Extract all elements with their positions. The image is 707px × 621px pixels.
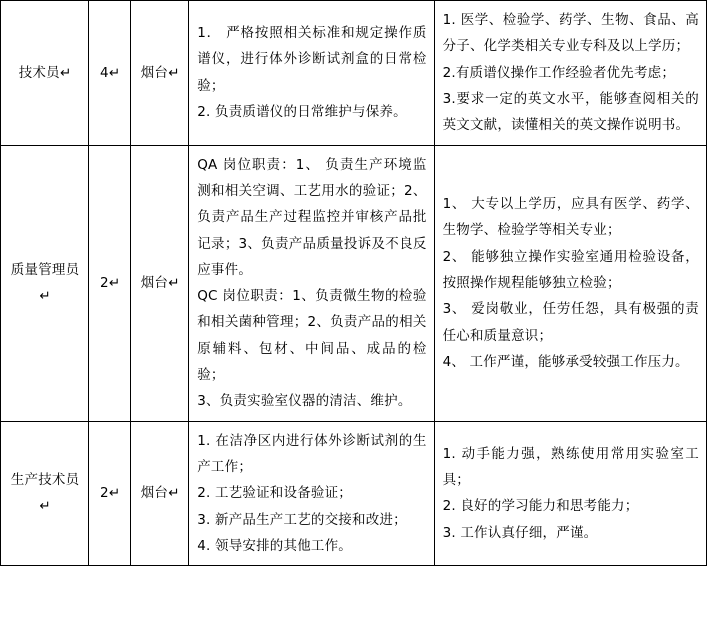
- cell-post: 技术员↵: [1, 1, 89, 146]
- cell-requirements: [434, 421, 706, 566]
- duty-line: 1． 严格按照相关标准和规定操作质谱仪，进行体外诊断试剂盒的日常检验；: [197, 25, 427, 94]
- duty-line: 1. 在洁净区内进行体外诊断试剂的生产工作；: [197, 432, 427, 475]
- requirement-line: 3、 爱岗敬业，任劳任怨，具有极强的责任心和质量意识；: [442, 301, 699, 344]
- cell-duties: [189, 1, 434, 146]
- cell-place: 烟台↵: [131, 421, 189, 566]
- table-row: [1, 1, 707, 146]
- cell-duties: [189, 145, 434, 421]
- cell-post: 质量管理员↵: [1, 145, 89, 421]
- table-row: [1, 145, 707, 421]
- requirement-line: 1、 大专以上学历，应具有医学、药学、生物学、检验学等相关专业；: [442, 196, 699, 239]
- requirement-line: 4、 工作严谨，能够承受较强工作压力。: [442, 353, 689, 370]
- cell-count: 4↵: [89, 1, 131, 146]
- requirement-line: 2、 能够独立操作实验室通用检验设备，按照操作规程能够独立检验；: [442, 248, 699, 291]
- duty-line: 3. 新产品生产工艺的交接和改进；: [197, 511, 407, 528]
- requirement-line: 2.有质谱仪操作工作经验者优先考虑；: [442, 64, 676, 81]
- duty-line: QA 岗位职责：1、 负责生产环境监测和相关空调、工艺用水的验证；2、 负责产品生产过程监控并审核产品批记录；3、负责产品质量投诉及不良反应事件。: [197, 156, 427, 278]
- cell-count: 2↵: [89, 421, 131, 566]
- requirement-line: 3.要求一定的英文水平，能够查阅相关的英文文献，读懂相关的英文操作说明书。: [442, 90, 699, 134]
- duty-line: 3、负责实验室仪器的清洁、维护。: [197, 393, 412, 410]
- requirement-line: 1. 动手能力强，熟练使用常用实验室工具；: [442, 445, 699, 489]
- cell-place: 烟台↵: [131, 1, 189, 146]
- cell-duties: [189, 421, 434, 566]
- duty-line: 2. 工艺验证和设备验证；: [197, 485, 353, 502]
- duty-line: 4. 领导安排的其他工作。: [197, 537, 353, 554]
- cell-count: 2↵: [89, 145, 131, 421]
- cell-requirements: [434, 1, 706, 146]
- cell-post: 生产技术员↵: [1, 421, 89, 566]
- cell-place: 烟台↵: [131, 145, 189, 421]
- requirement-line: 2. 良好的学习能力和思考能力；: [442, 498, 639, 515]
- cell-requirements: [434, 145, 706, 421]
- duty-line: QC 岗位职责：1、负责微生物的检验和相关菌种管理；2、负责产品的相关原辅料、包材、中间品、成品的检验；: [197, 288, 427, 384]
- requirement-line: 3. 工作认真仔细，严谨。: [442, 524, 598, 541]
- duty-line: 2. 负责质谱仪的日常维护与保养。: [197, 104, 407, 121]
- requirement-line: 1. 医学、检验学、药学、生物、食品、高分子、化学类相关专业专科及以上学历；: [442, 12, 699, 55]
- table-row: [1, 421, 707, 566]
